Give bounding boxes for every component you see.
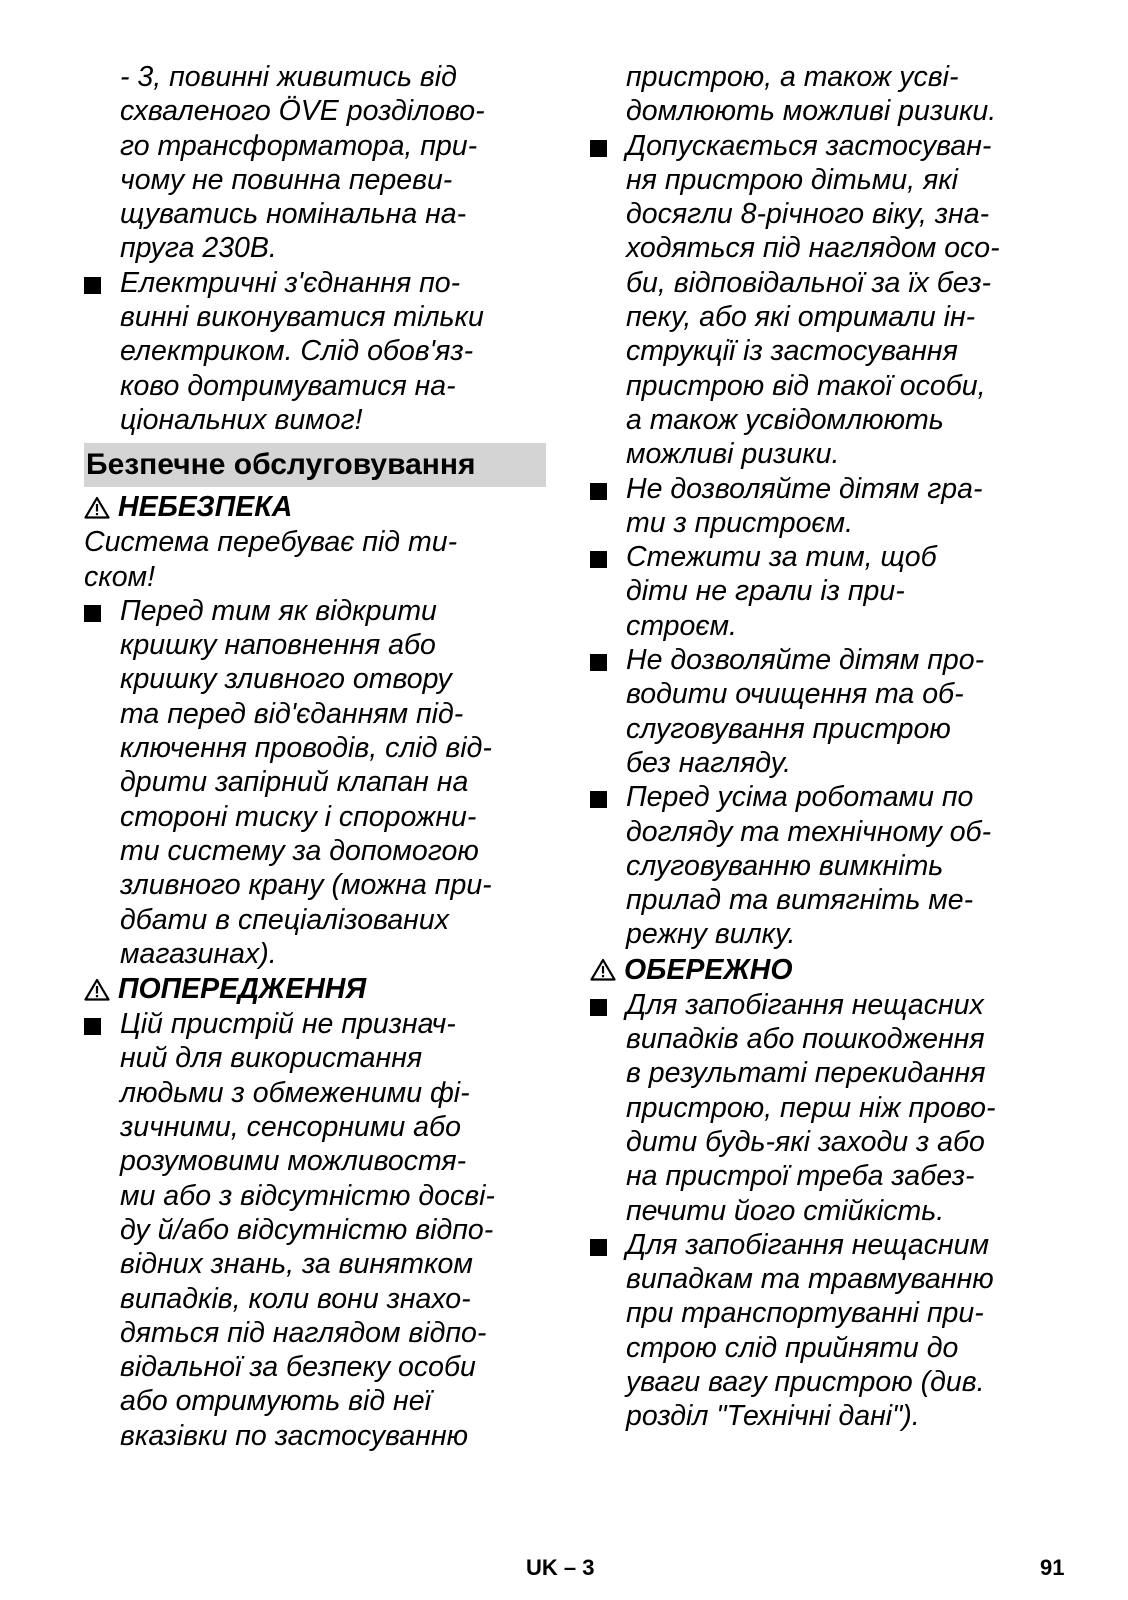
bullet-square-icon — [590, 1239, 607, 1256]
text-line: вказівки по застосуванню — [120, 1419, 469, 1452]
text-line: Електричні з'єднання по- — [120, 266, 461, 299]
text-line: строю слід прийняти до — [626, 1331, 959, 1364]
bullet-square-icon — [590, 483, 607, 500]
text-line: ціональних вимог! — [120, 403, 363, 436]
warning-label: ПОПЕРЕДЖЕННЯ — [118, 973, 367, 1006]
text-line: досягли 8-річного віку, зна- — [626, 198, 990, 231]
text-line: винні виконуватися тільки — [120, 301, 484, 334]
text-line: режну вилку. — [626, 918, 796, 951]
caution-label: ОБЕРЕЖНО — [624, 953, 793, 986]
text-line: би, відповідальної за їх без- — [626, 266, 992, 299]
text-line: дити будь-які заходи з або — [626, 1125, 985, 1158]
text-line: слуговування пристрою — [626, 712, 951, 745]
bullet-square-icon — [590, 140, 607, 157]
footer-section-label: UK – 3 — [526, 1555, 595, 1580]
left-column — [84, 60, 546, 1453]
text-line: водити очищення та об- — [626, 678, 964, 711]
text-line: го трансформатора, при- — [120, 129, 478, 162]
text-line: пруга 230В. — [120, 232, 277, 265]
list-item — [84, 594, 546, 971]
text-line: ми або з відсутністю досві- — [120, 1179, 495, 1212]
list-item — [590, 988, 1060, 1228]
text-line: Для запобігання нещасним — [626, 1228, 990, 1261]
text-line: без нагляду. — [626, 746, 791, 779]
list-item — [590, 643, 1060, 780]
text-line: печити його стійкість. — [626, 1194, 945, 1227]
text-line: відних знань, за винятком — [120, 1248, 473, 1281]
text-line: дяться під наглядом відпо- — [120, 1316, 487, 1349]
text-line: випадків, коли вони знахо- — [120, 1282, 471, 1315]
text-line: чому не повинна переви- — [120, 163, 453, 196]
text-line: щуватись номінальна на- — [120, 198, 467, 231]
text-line: Перед усіма роботами по — [626, 781, 974, 814]
text-line: схваленого ÖVE розділово- — [120, 95, 485, 128]
list-item-text — [626, 780, 1060, 951]
list-item — [590, 472, 1060, 541]
text-line: на пристрої треба забез- — [626, 1160, 975, 1193]
text-line: пристрою, перш ніж прово- — [626, 1091, 996, 1124]
text-line: зливного крану (можна при- — [120, 869, 492, 902]
text-line: кришку зливного отвору — [120, 663, 452, 696]
text-line: або отримують від неї — [120, 1385, 431, 1418]
list-item — [590, 540, 1060, 643]
text-line: пеку, або які отримали ін- — [626, 301, 976, 334]
text-line: пристрою від такої особи, — [626, 369, 986, 402]
text-line: уваги вагу пристрою (див. — [626, 1365, 985, 1398]
text-line: прилад та витягніть ме- — [626, 884, 974, 917]
warning-triangle-icon — [590, 958, 616, 981]
list-item — [84, 266, 546, 437]
text-line: Для запобігання нещасних — [626, 988, 984, 1021]
text-line: магазинах). — [120, 937, 277, 970]
text-line: Допускається застосуван- — [626, 129, 992, 162]
list-group-2 — [590, 988, 1060, 1434]
text-line: та перед від'єданням під- — [120, 697, 464, 730]
text-line: ня пристрою дітьми, які — [626, 163, 958, 196]
continued-paragraph — [84, 60, 546, 266]
bullet-square-icon — [84, 1018, 101, 1035]
text-line: дрити запірний клапан на — [120, 766, 469, 799]
bullet-square-icon — [590, 999, 607, 1016]
warning-triangle-icon — [84, 496, 110, 519]
text-line: ково дотримуватися на- — [120, 369, 456, 402]
list-group-1 — [590, 129, 1060, 952]
list-item-text — [626, 129, 1060, 472]
list-item-text — [626, 988, 1060, 1228]
text-line: струкції із застосування — [626, 335, 958, 368]
text-line: в результаті перекидання — [626, 1057, 986, 1090]
list-item-text — [626, 643, 1060, 780]
caution-heading — [590, 952, 1060, 988]
text-line: ти з пристроєм. — [626, 506, 854, 539]
text-line: ний для використання — [120, 1042, 423, 1075]
text-line: можливі ризики. — [626, 438, 840, 471]
bullet-square-icon — [590, 791, 607, 808]
text-line: Не дозволяйте дітям про- — [626, 644, 985, 677]
section-title: Безпечне обслуговування — [84, 443, 546, 487]
danger-heading — [84, 489, 546, 525]
list-item — [84, 1007, 546, 1453]
bullet-square-icon — [590, 654, 607, 671]
text-line: пристрою, а також усві- — [626, 61, 959, 93]
text-line: домлюють можливі ризики. — [626, 95, 997, 128]
text-line: діти не грали із при- — [626, 575, 905, 608]
text-line: Стежити за тим, щоб — [626, 541, 937, 574]
text-line: а також усвідомлюють — [626, 403, 944, 436]
list-item — [590, 1228, 1060, 1434]
text-line: випадків або пошкодження — [626, 1023, 985, 1056]
list-item-text — [626, 540, 1060, 643]
text-line: електриком. Слід обов'яз- — [120, 335, 474, 368]
text-line: строєм. — [626, 609, 737, 642]
text-line: ду й/або відсутністю відпо- — [120, 1213, 494, 1246]
text-line: дбати в спеціалізованих — [120, 903, 449, 936]
warning-heading — [84, 971, 546, 1007]
text-line: слуговуванню вимкніть — [626, 849, 944, 882]
text-line: розділ "Технічні дані"). — [626, 1400, 920, 1433]
continued-paragraph — [590, 60, 1060, 129]
list-item — [590, 129, 1060, 472]
text-line: Не дозволяйте дітям гра- — [626, 472, 983, 505]
text-line: стороні тиску і спорожни- — [120, 800, 477, 833]
text-line: людьми з обмеженими фі- — [120, 1076, 470, 1109]
text-line: ти систему за допомогою — [120, 834, 479, 867]
danger-label: НЕБЕЗПЕКА — [118, 491, 293, 524]
text-line: - 3, повинні живитись від — [120, 61, 457, 93]
text-line: випадкам та травмуванню — [626, 1263, 994, 1296]
danger-text — [84, 525, 546, 594]
text-line: Цій пристрій не признач- — [120, 1008, 456, 1041]
bullet-square-icon — [84, 605, 101, 622]
right-column — [590, 60, 1060, 1434]
bullet-square-icon — [590, 551, 607, 568]
text-line: розумовими можливостя- — [120, 1145, 467, 1178]
text-line: ском! — [84, 560, 156, 593]
text-line: Система перебуває під ти- — [84, 526, 458, 559]
text-line: при транспортуванні при- — [626, 1297, 984, 1330]
text-line: ключення проводів, слід від- — [120, 732, 492, 765]
text-line: догляду та технічному об- — [626, 815, 992, 848]
text-line: кришку наповнення або — [120, 629, 436, 662]
warning-triangle-icon — [84, 978, 110, 1001]
text-line: відальної за безпеку особи — [120, 1351, 476, 1384]
bullet-square-icon — [84, 277, 101, 294]
list-item-text — [626, 1228, 1060, 1434]
list-item — [590, 780, 1060, 951]
text-line: зичними, сенсорними або — [120, 1111, 461, 1144]
text-line: ходяться під наглядом осо- — [626, 232, 1000, 265]
text-line: Перед тим як відкрити — [120, 594, 437, 627]
page-number: 91 — [1040, 1555, 1065, 1580]
list-item-text — [626, 472, 1060, 541]
